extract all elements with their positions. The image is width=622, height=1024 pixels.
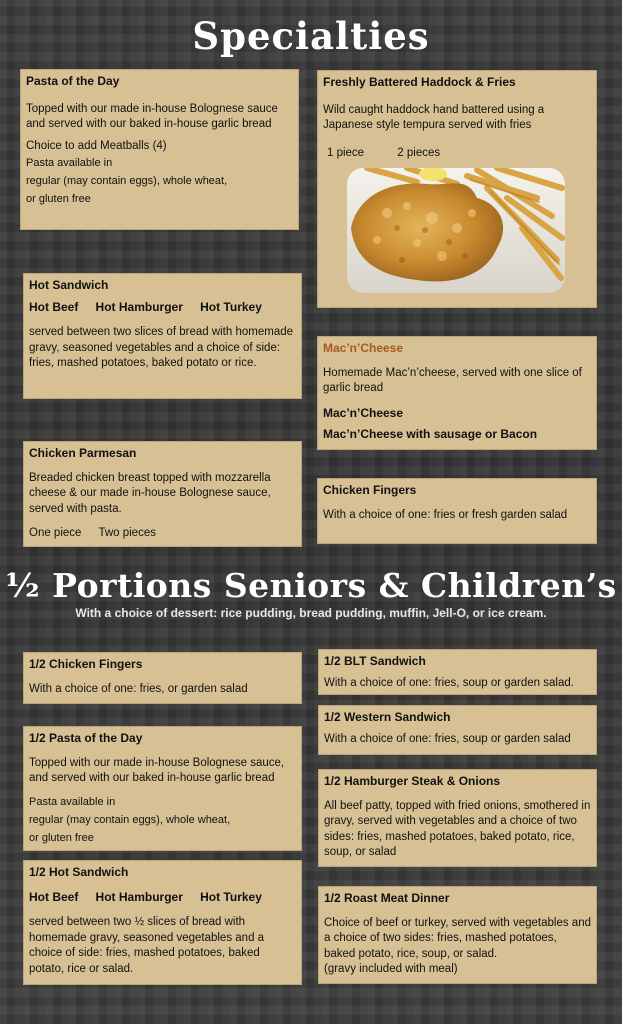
option-two-pieces: 2 pieces [397, 146, 441, 159]
item-note: Pasta available in [26, 157, 113, 169]
item-title: Chicken Parmesan [29, 446, 137, 460]
item-title: 1/2 Western Sandwich [324, 710, 451, 724]
item-description: Choice of beef or turkey, served with vegetables and a choice of two sides: fries, mashed potatoes, baked potato, rice, soup, or salad. [324, 916, 591, 960]
menu-card-mac-n-cheese [317, 336, 597, 450]
option-hot-beef: Hot Beef [29, 889, 79, 904]
item-note: regular (may contain eggs), whole wheat, [29, 813, 231, 826]
item-title: 1/2 BLT Sandwich [324, 654, 426, 668]
item-title: 1/2 Hamburger Steak & Onions [324, 774, 501, 788]
item-options [323, 146, 591, 162]
item-option: Mac’n’Cheese [323, 405, 404, 420]
menu-card-half-roast-meat-dinner [318, 886, 597, 984]
item-description: served between two slices of bread with homemade gravy, seasoned vegetables and a choice of side: fries, mashed potatoes, baked potato or rice. [29, 326, 294, 369]
menu-card-half-hamburger-steak [318, 769, 597, 867]
menu-card-pasta-of-the-day [20, 69, 299, 230]
option-hot-turkey: Hot Turkey [200, 299, 262, 314]
item-title: Hot Sandwich [29, 278, 109, 292]
item-description: Wild caught haddock hand battered using a Japanese style tempura served with fries [323, 103, 545, 131]
item-note: or gluten free [26, 193, 91, 205]
fish-and-chips-icon [347, 168, 565, 293]
option-one-piece: 1 piece [327, 146, 365, 159]
item-title: Chicken Fingers [323, 483, 417, 497]
item-description: With a choice of one: fries, soup or garden salad [324, 732, 571, 745]
item-description: Topped with our made in-house Bolognese sauce and served with our baked in-house garlic bread [26, 102, 278, 130]
item-title: 1/2 Hot Sandwich [29, 865, 129, 879]
item-option: Choice to add Meatballs (4) [26, 139, 167, 152]
item-title: 1/2 Pasta of the Day [29, 731, 143, 745]
item-title: Freshly Battered Haddock & Fries [323, 75, 516, 89]
item-description: With a choice of one: fries, soup or garden salad. [324, 676, 574, 689]
item-note: (gravy included with meal) [324, 963, 458, 975]
item-description: All beef patty, topped with fried onions, smothered in gravy, served with vegetables and a choice of two sides: fries, mashed potatoes, baked potato, rice, soup, or salad [324, 799, 591, 858]
option-one-piece: One piece [29, 527, 82, 539]
item-options [29, 300, 296, 317]
menu-card-hot-sandwich [23, 273, 302, 399]
menu-card-half-chicken-fingers [23, 652, 302, 704]
item-title: 1/2 Roast Meat Dinner [324, 891, 450, 905]
option-hot-beef: Hot Beef [29, 299, 79, 314]
menu-card-half-hot-sandwich [23, 860, 302, 985]
option-hot-turkey: Hot Turkey [200, 889, 262, 904]
item-note: or gluten free [29, 831, 94, 844]
item-title: Mac’n’Cheese [323, 341, 404, 355]
menu-card-half-blt-sandwich [318, 649, 597, 695]
item-description: Breaded chicken breast topped with mozzarella cheese & our made in-house Bolognese sauce, served with pasta. [29, 471, 271, 515]
option-hot-hamburger: Hot Hamburger [95, 889, 183, 904]
item-title: 1/2 Chicken Fingers [29, 657, 143, 671]
menu-card-half-western-sandwich [318, 705, 597, 755]
option-two-pieces: Two pieces [98, 527, 156, 539]
item-description: With a choice of one: fries, or garden salad [29, 682, 248, 695]
menu-card-chicken-fingers [317, 478, 597, 544]
item-description: Topped with our made in-house Bolognese sauce, and served with our baked in-house garlic bread [29, 756, 285, 784]
item-note: Pasta available in [29, 795, 116, 808]
item-description: served between two ½ slices of bread with homemade gravy, seasoned vegetables and a choice of side: fries, mashed potatoes, baked potato, rice or salad. [29, 916, 265, 975]
item-note: regular (may contain eggs), whole wheat, [26, 175, 228, 187]
portions-heading: ½ Portions Seniors & Children’s [5, 566, 617, 605]
menu-card-chicken-parmesan [23, 441, 302, 547]
fish-and-chips-photo [347, 168, 565, 293]
item-title: Pasta of the Day [26, 74, 120, 88]
item-description: Homemade Mac’n’cheese, served with one slice of garlic bread [323, 366, 582, 394]
portions-subtitle: With a choice of dessert: rice pudding, bread pudding, muffin, Jell-O, or ice cream. [75, 606, 547, 620]
specialties-heading: Specialties [192, 14, 430, 58]
item-description: With a choice of one: fries or fresh garden salad [323, 508, 568, 521]
menu-card-half-pasta-of-the-day [23, 726, 302, 851]
item-option: Mac’n’Cheese with sausage or Bacon [323, 427, 538, 441]
item-options [29, 890, 296, 907]
option-hot-hamburger: Hot Hamburger [95, 299, 183, 314]
item-options [29, 526, 296, 542]
